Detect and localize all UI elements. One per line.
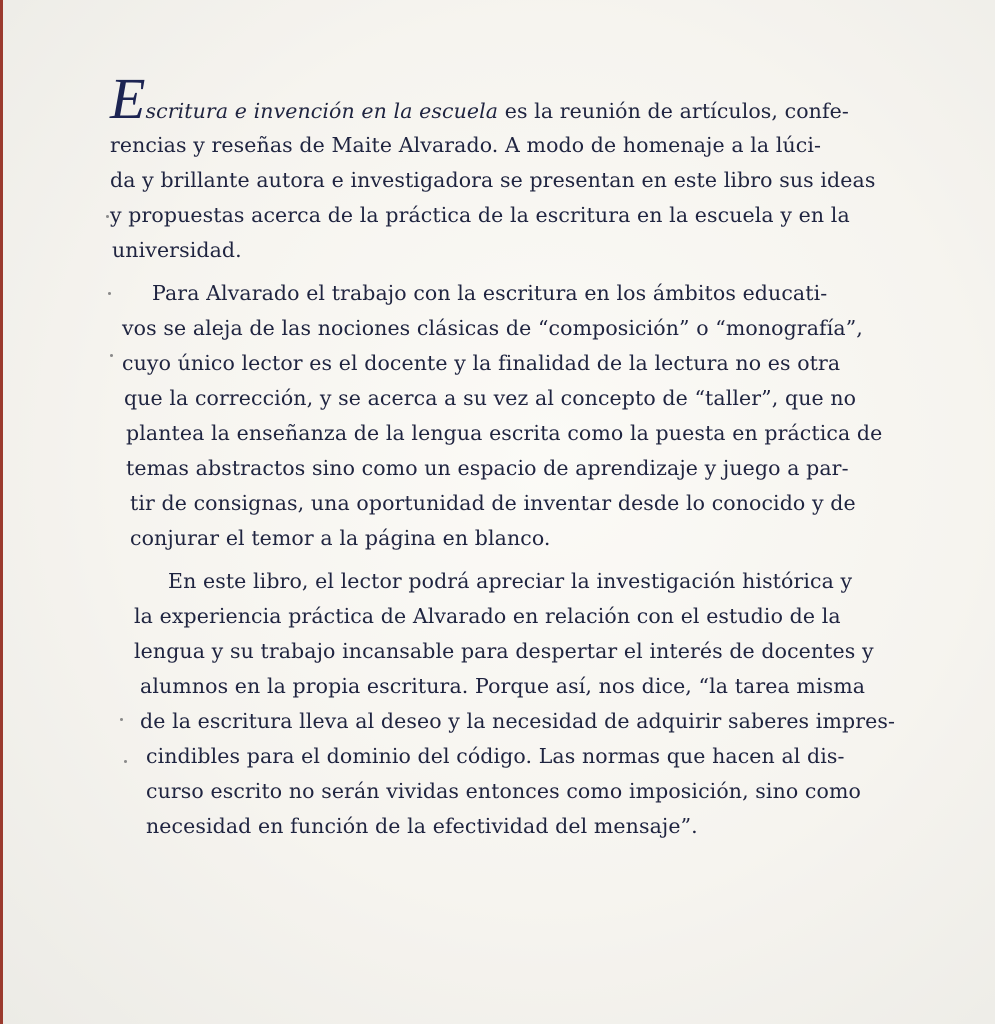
- paragraph-2-line: tir de consignas, una oportunidad de inventar desde lo conocido y de: [130, 491, 856, 515]
- paragraph-1-text: es la reunión de artículos, confe-: [498, 99, 849, 123]
- paragraph-3-line: lengua y su trabajo incansable para despertar el interés de docentes y: [134, 639, 874, 663]
- paragraph-2-line: conjurar el temor a la página en blanco.: [130, 526, 551, 550]
- paragraph-1-line-3: da y brillante autora e investigadora se presentan en este libro sus ideas: [110, 168, 876, 192]
- paragraph-3-line: la experiencia práctica de Alvarado en relación con el estudio de la: [134, 604, 841, 628]
- paragraph-3-line: de la escritura lleva al deseo y la necesidad de adquirir saberes impres-: [140, 709, 895, 733]
- paragraph-3-line: curso escrito no serán vividas entonces como imposición, sino como: [146, 779, 861, 803]
- paragraph-3-line: alumnos en la propia escritura. Porque así, nos dice, “la tarea misma: [140, 674, 866, 698]
- drop-cap: E: [110, 66, 146, 131]
- paragraph-2-line: plantea la enseñanza de la lengua escrita como la puesta en práctica de: [126, 421, 883, 445]
- cover-edge: [0, 0, 3, 1024]
- paragraph-1-line-5: universidad.: [112, 238, 242, 262]
- paragraph-2-line: cuyo único lector es el docente y la finalidad de la lectura no es otra: [122, 351, 841, 375]
- paper-speck: [106, 215, 109, 218]
- blurb-text: [110, 66, 920, 844]
- book-title: scritura e invención en la escuela: [145, 99, 499, 123]
- paragraph-2-line: vos se aleja de las nociones clásicas de “composición” o “monografía”,: [122, 316, 863, 340]
- paragraph-2-line: que la corrección, y se acerca a su vez al concepto de “taller”, que no: [124, 386, 857, 410]
- paragraph-2-line: Para Alvarado el trabajo con la escritura en los ámbitos educati-: [152, 281, 828, 305]
- paragraph-3-line: cindibles para el dominio del código. Las normas que hacen al dis-: [146, 744, 845, 768]
- paragraph-1-line-4: y propuestas acerca de la práctica de la escritura en la escuela y en la: [110, 203, 850, 227]
- paragraph-1-line-1: [110, 66, 920, 131]
- paragraph-2-line: temas abstractos sino como un espacio de aprendizaje y juego a par-: [126, 456, 849, 480]
- paragraph-1-line-2: rencias y reseñas de Maite Alvarado. A modo de homenaje a la lúci-: [110, 133, 822, 157]
- paragraph-3-line: En este libro, el lector podrá apreciar la investigación histórica y: [168, 569, 853, 593]
- paragraph-3-line: necesidad en función de la efectividad del mensaje”.: [146, 814, 698, 838]
